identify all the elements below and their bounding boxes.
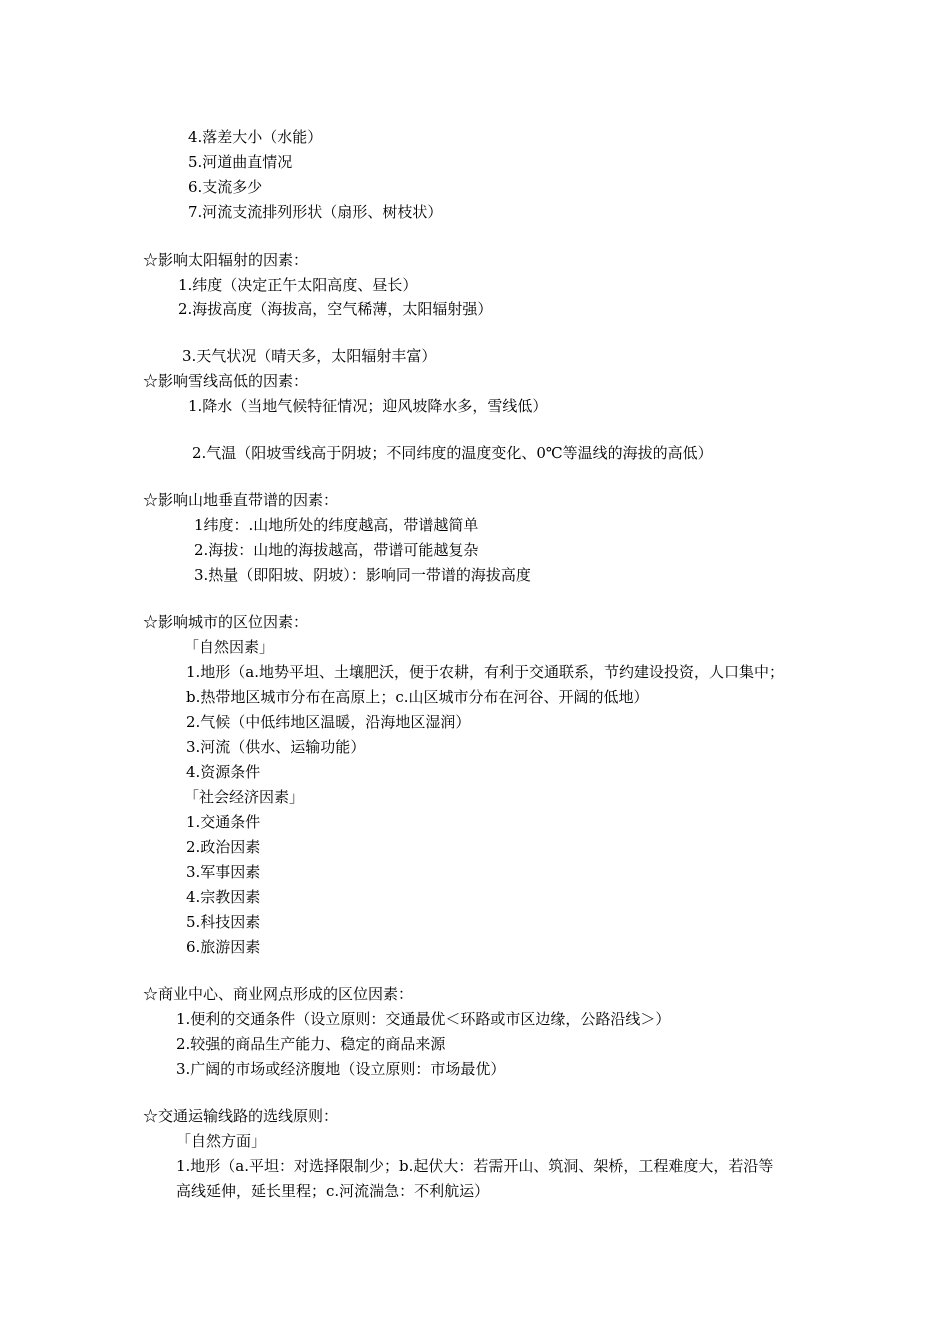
text-line: 3.天气状况（晴天多，太阳辐射丰富） — [182, 347, 437, 365]
text-line: 2.政治因素 — [186, 838, 261, 856]
section-heading: ☆商业中心、商业网点形成的区位因素： — [143, 985, 414, 1003]
section-heading: ☆影响城市的区位因素： — [143, 613, 309, 631]
text-line: 1纬度：.山地所处的纬度越高，带谱越简单 — [194, 516, 479, 534]
text-line: 7.河流支流排列形状（扇形、树枝状） — [188, 203, 443, 221]
text-line: 1.降水（当地气候特征情况；迎风坡降水多，雪线低） — [188, 397, 548, 415]
text-line: 3.热量（即阳坡、阴坡）：影响同一带谱的海拔高度 — [194, 566, 531, 584]
text-line: b.热带地区城市分布在高原上；c.山区城市分布在河谷、开阔的低地） — [186, 688, 649, 706]
text-line: 2.海拔高度（海拔高，空气稀薄，太阳辐射强） — [178, 300, 493, 318]
text-line: 5.河道曲直情况 — [188, 153, 293, 171]
section-heading: ☆影响雪线高低的因素： — [143, 372, 309, 390]
text-line: 6.支流多少 — [188, 178, 263, 196]
text-line: 4.落差大小（水能） — [188, 128, 323, 146]
text-line: 4.资源条件 — [186, 763, 261, 781]
text-line: 3.广阔的市场或经济腹地（设立原则：市场最优） — [176, 1060, 506, 1078]
text-line: 2.海拔：山地的海拔越高，带谱可能越复杂 — [194, 541, 479, 559]
text-line: 1.纬度（决定正午太阳高度、昼长） — [178, 276, 418, 294]
subsection-heading: 「自然方面」 — [176, 1132, 267, 1150]
text-line: 1.地形（a.地势平坦、土壤肥沃，便于农耕，有利于交通联系，节约建设投资，人口集中； — [186, 663, 785, 681]
text-line: 6.旅游因素 — [186, 938, 261, 956]
text-line: 1.交通条件 — [186, 813, 261, 831]
text-line: 3.河流（供水、运输功能） — [186, 738, 366, 756]
text-line: 4.宗教因素 — [186, 888, 261, 906]
text-line: 1.便利的交通条件（设立原则：交通最优＜环路或市区边缘，公路沿线＞） — [176, 1010, 671, 1028]
section-heading: ☆影响太阳辐射的因素： — [143, 251, 309, 269]
text-line: 1.地形（a.平坦：对选择限制少；b.起伏大：若需开山、筑洞、架桥，工程难度大，若沿等 — [176, 1157, 774, 1175]
subsection-heading: 「社会经济因素」 — [184, 788, 305, 806]
section-heading: ☆影响山地垂直带谱的因素： — [143, 491, 339, 509]
text-line: 2.气温（阳坡雪线高于阴坡；不同纬度的温度变化、0℃等温线的海拔的高低） — [192, 444, 713, 462]
text-line: 高线延伸，延长里程；c.河流湍急：不利航运） — [176, 1182, 490, 1200]
section-heading: ☆交通运输线路的选线原则： — [143, 1107, 339, 1125]
text-line: 2.较强的商品生产能力、稳定的商品来源 — [176, 1035, 446, 1053]
text-line: 5.科技因素 — [186, 913, 261, 931]
subsection-heading: 「自然因素」 — [184, 638, 275, 656]
text-line: 3.军事因素 — [186, 863, 261, 881]
text-line: 2.气候（中低纬地区温暖，沿海地区湿润） — [186, 713, 471, 731]
